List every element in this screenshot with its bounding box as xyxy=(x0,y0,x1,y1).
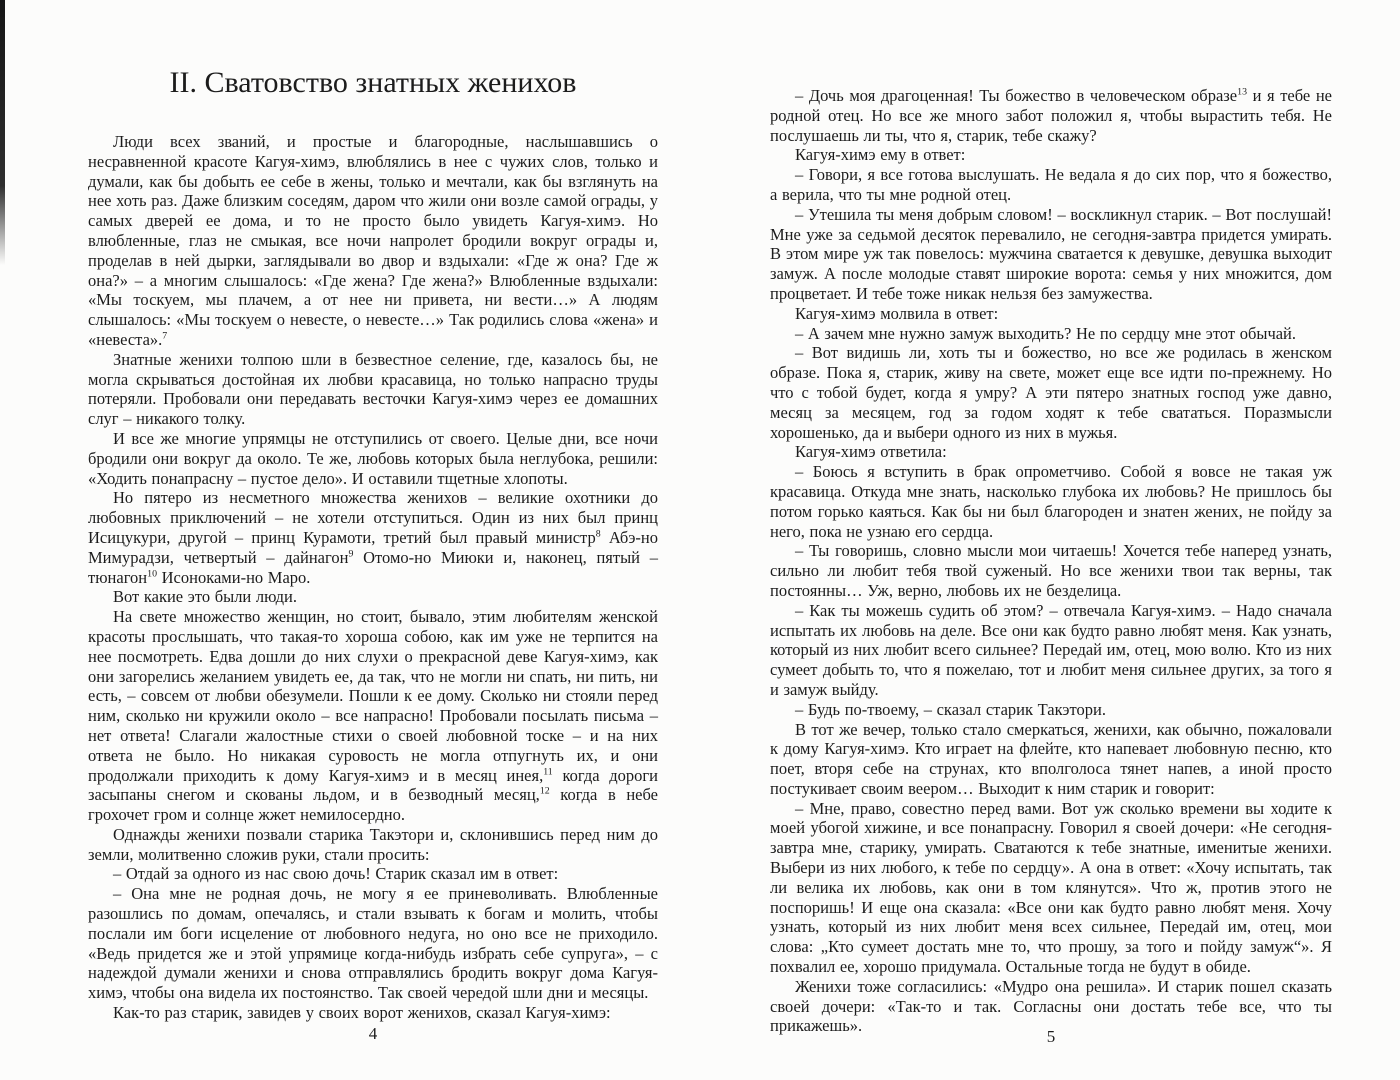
paragraph: – Будь по-твоему, – сказал старик Такэтори. xyxy=(795,699,1106,719)
page-number-left: 4 xyxy=(368,1024,378,1043)
paragraph: Но пятеро из несметного множества женихов – великие охотники до любовных приключений – не хотели отступиться. Один из них был принц Исицукури, другой – принц Курамоти, третий был правый министр$^8$ Абэ-но Мимурадзи, четвертый – дайнагон$^9$ Отомо-но Миюки и, наконец, пятый – тюнагон$^{10}$ Исоноками-но Маро. xyxy=(88,488,658,587)
paragraph: – Боюсь я вступить в брак опрометчиво. Собой я вовсе не такая уж красавица. Откуда мне знать, насколько глубока их любовь? Не пришлось бы потом горько каяться. Как бы ни был благороден и знатен жених, не пойду за него, пока не узнаю его сердца. xyxy=(770,462,1332,541)
scan-edge-shadow xyxy=(0,0,5,265)
paragraph: И все же многие упрямцы не отступились от своего. Целые дни, все ночи бродили они вокруг да около. Те же, любовь которых была неглубока, решили: «Ходить понапрасну – пустое дело». И оставили тщетные хлопоты. xyxy=(88,428,658,488)
paragraph: – Она мне не родная дочь, не могу я ее приневоливать. Влюбленные разошлись по домам, опечалясь, и стали взывать к богам и молить, чтобы послали им боги исцеление от любовного недуга, но оно все не приходило. «Ведь придется же и этой упрямице когда-нибудь избрать себе супруга», – с надеждой думали женихи и снова отправлялись бродить вокруг дома Кагуя-химэ, чтобы она видела их постоянство. Так своей чередой шли дни и месяцы. xyxy=(88,884,658,1003)
paragraph: Однажды женихи позвали старика Такэтори и, склонившись перед ним до земли, молитвенно сложив руки, стали просить: xyxy=(88,824,658,864)
paragraph: – Дочь моя драгоценная! Ты божество в человеческом образе$^{13}$ и я тебе не родной отец. Но все же много забот положил я, чтобы вырастить тебя. Не послушаешь ли ты, что я, старик, тебе скажу? xyxy=(770,86,1332,145)
left-page xyxy=(88,64,658,1023)
paragraph: Знатные женихи толпою шли в безвестное селение, где, казалось бы, не могла скрываться достойная их любви красавица, но только напрасно труды потеряли. Пробовали они передавать весточки Кагуя-химэ через ее домашних слуг – никакого толку. xyxy=(88,349,658,429)
paragraph: – Вот видишь ли, хоть ты и божество, но все же родилась в женском образе. Пока я, старик, живу на свете, может еще все идти по-прежнему. Но что с тобой будет, когда я умру? А эти пятеро знатных господ уже давно, месяц за месяцем, год за годом ходят к тебе свататься. Поразмысли хорошенько, да и выбери одного из них в мужья. xyxy=(770,343,1332,442)
paragraph: – Отдай за одного из нас свою дочь! Старик сказал им в ответ: xyxy=(113,864,559,884)
paragraph: – Ты говоришь, словно мысли мои читаешь! Хочется тебе наперед узнать, сильно ли любит тебя твой суженый. Но все женихи твои так верны, так постоянны… Уж, верно, любовь их не безделица. xyxy=(770,541,1332,600)
paragraph: – Утешила ты меня добрым словом! – воскликнул старик. – Вот послушай! Мне уже за седьмой десяток перевалило, не сегодня-завтра придется умирать. В этом мире уж так повелось: мужчина сватается к девушке, девушка выходит замуж. А после молодые ставят широкие ворота: семья у них множится, дом процветает. И тебе тоже никак нельзя без замужества. xyxy=(770,204,1332,303)
paragraph: – Как ты можешь судить об этом? – отвечала Кагуя-химэ. – Надо сначала испытать их любовь на деле. Все они как будто равно любят меня. Как узнать, который из них любит всего сильнее? Передай им, отец, мою волю. Кто из них сумеет добыть то, что я пожелаю, тот и любит меня сильнее других, за того я и замуж выйду. xyxy=(770,600,1332,699)
paragraph: Кагуя-химэ молвила в ответ: xyxy=(795,303,999,323)
paragraph: В тот же вечер, только стало смеркаться, женихи, как обычно, пожаловали к дому Кагуя-химэ. Кто играет на флейте, кто напевает любовную песню, кто поет, вторя себе на струнах, кто вполголоса тянет напев, а иной просто постукивает своим веером… Выходит к ним старик и говорит: xyxy=(770,719,1332,798)
paragraph: Люди всех званий, и простые и благородные, наслышавшись о несравненной красоте Кагуя-химэ, влюблялись в нее с чужих слов, только и думали, как бы добыть ее себе в жены, только и мечтали, как бы взглянуть на нее хоть раз. Даже близким соседям, даром что жили они возле самой ограды, у самых дверей ее дома, и то не просто было увидеть Кагуя-химэ. Но влюбленные, глаз не смыкая, все ночи напролет бродили вокруг ограды и, проделав в ней дырки, заглядывали во двор и вздыхали: «Где ж она? Где ж она?» – а многим слышалось: «Где жена? Где жена?» Влюбленные вздыхали: «Мы тоскуем, мы плачем, а от нее ни привета, ни вести…» А людям слышалось: «Мы тоскуем о невесте, о невесте…» Так родились слова «жена» и «невеста».$^7$ xyxy=(88,132,658,349)
paragraph: Как-то раз старик, завидев у своих ворот женихов, сказал Кагуя-химэ: xyxy=(113,1003,611,1023)
chapter-title: II. Сватовство знатных женихов xyxy=(169,66,577,99)
paragraph: Вот какие это были люди. xyxy=(113,587,297,607)
page-number-right: 5 xyxy=(1046,1027,1056,1046)
paragraph: На свете множество женщин, но стоит, бывало, этим любителям женской красоты прослышать, что такая-то хороша собою, как им уже не терпится на нее посмотреть. Едва дошли до них слухи о прекрасной деве Кагуя-химэ, как они загорелись желанием увидеть ее, да так, что не могли ни спать, ни пить, ни есть, – совсем от любви обезумели. Пошли к ее дому. Сколько ни стояли перед ним, сколько ни кружили около – все напрасно! Пробовали посылать письма – нет ответа! Слагали жалостные стихи о своей любовной тоске – и на них ответа не было. Но никакая суровость не могла отпугнуть их, и они продолжали приходить к дому Кагуя-химэ и в месяц инея,$^{11}$ когда дороги засыпаны снегом и скованы льдом, и в безводный месяц,$^{12}$ когда в небе грохочет гром и солнце жжет немилосердно. xyxy=(88,607,659,825)
right-page xyxy=(770,86,1332,1036)
paragraph: – А зачем мне нужно замуж выходить? Не по сердцу мне этот обычай. xyxy=(795,323,1297,343)
paragraph: Кагуя-химэ ответила: xyxy=(795,442,947,462)
paragraph: Кагуя-химэ ему в ответ: xyxy=(795,145,966,165)
paragraph: Женихи тоже согласились: «Мудро она решила». И старик пошел сказать своей дочери: «Так-то и так. Согласны они достать тебе все, что ты прикажешь». xyxy=(770,976,1332,1036)
paragraph: – Мне, право, совестно перед вами. Вот уж сколько времени вы ходите к моей убогой хижине, и все понапрасну. Говорил я своей дочери: «Не сегодня-завтра мне, старику, умирать. Сватаются к тебе знатные, именитые женихи. Выбери из них любого, к тебе по сердцу». А она в ответ: «Хочу испытать, так ли велика их любовь, как они в том клянутся». Что ж, против этого не поспоришь! И еще она сказала: «Все они как будто равно любят меня. Хочу узнать, который из них любит меня всех сильнее, Передай им, отец, мои слова: „Кто сумеет достать мне то, что прошу, за того и пойду замуж“». Я похвалил ее, хорошо придумала. Остальные тогда не будут в обиде. xyxy=(770,798,1332,977)
paragraph: – Говори, я все готова выслушать. Не ведала я до сих пор, что я божество, а верила, что ты мне родной отец. xyxy=(770,165,1332,204)
